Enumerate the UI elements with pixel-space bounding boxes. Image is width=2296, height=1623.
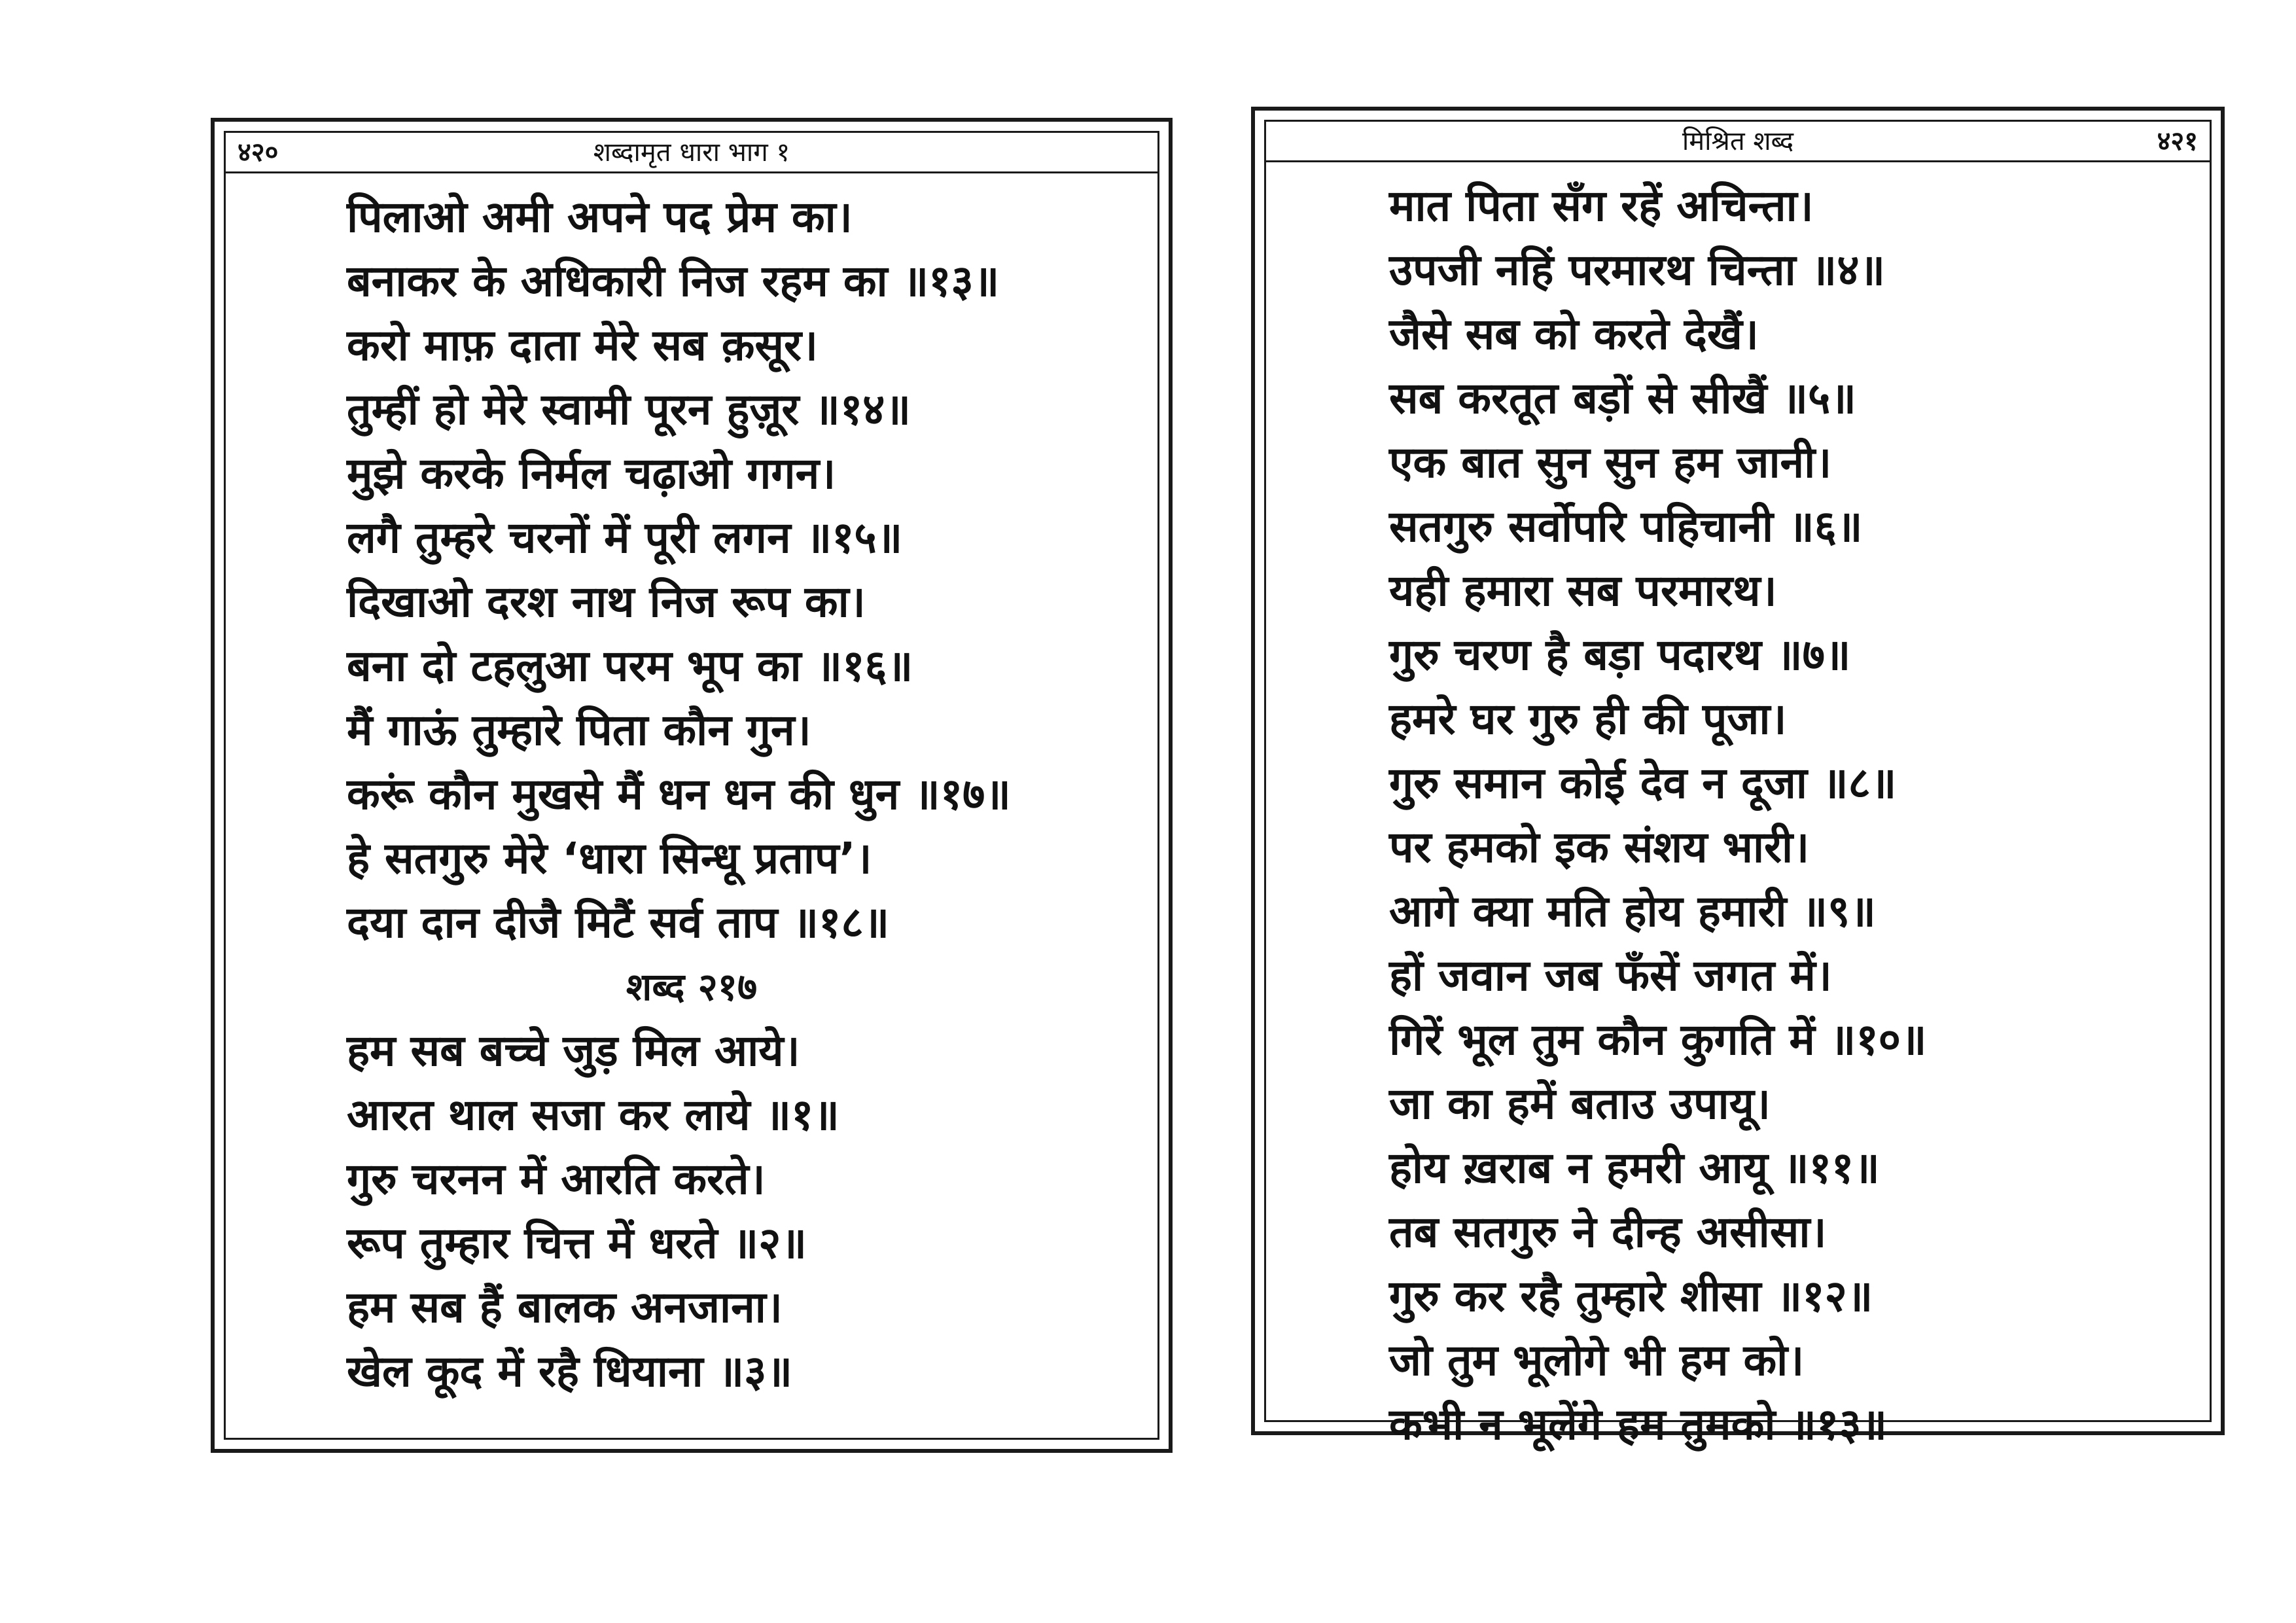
- verse-line: लगै तुम्हरे चरनों में पूरी लगन ॥१५॥: [347, 512, 903, 563]
- verse-line: आगे क्या मति होय हमारी ॥९॥: [1389, 886, 1876, 936]
- verse-line: कभी न भूलेंगे हम तुमको ॥१३॥: [1389, 1399, 1888, 1450]
- verse-line: दया दान दीजै मिटैं सर्व ताप ॥१८॥: [347, 897, 890, 948]
- verse-line: पर हमको इक संशय भारी।: [1389, 822, 1810, 872]
- right-page-frame: [1264, 120, 2212, 1450]
- verse-line: बना दो टहलुआ परम भूप का ॥१६॥: [347, 641, 913, 691]
- verse-line: करो माफ़ दाता मेरे सब क़सूर।: [347, 320, 819, 370]
- verse-line: तुम्हीं हो मेरे स्वामी पूरन हुज़ूर ॥१४॥: [347, 384, 911, 435]
- verse-line: पिलाओ अमी अपने पद प्रेम का।: [347, 192, 853, 242]
- verse-line: होय ख़राब न हमरी आयू ॥११॥: [1389, 1143, 1880, 1193]
- verse-line: हमरे घर गुरु ही की पूजा।: [1389, 694, 1787, 744]
- left-verses: [226, 185, 1157, 1438]
- verse-line: हे सतगुरु मेरे ‘धारा सिन्धू प्रताप’।: [347, 833, 872, 883]
- verse-line: हम सब हैं बालक अनजाना।: [347, 1282, 783, 1332]
- left-running-head: [226, 133, 1157, 173]
- verse-line: हों जवान जब फँसें जगत में।: [1389, 950, 1832, 1001]
- verse-line: गुरु कर रहै तुम्हारे शीसा ॥१२॥: [1389, 1271, 1873, 1321]
- verse-line: जा का हमें बताउ उपायू।: [1389, 1079, 1771, 1129]
- right-running-head: [1266, 122, 2210, 162]
- verse-line: उपजी नहिं परमारथ चिन्ता ॥४॥: [1389, 245, 1886, 295]
- verse-line: बनाकर के अधिकारी निज रहम का ॥१३॥: [347, 256, 1000, 306]
- right-verses: [1266, 174, 2210, 1450]
- verse-line: जैसे सब को करते देखैं।: [1389, 309, 1759, 359]
- verse-line: आरत थाल सजा कर लाये ॥१॥: [347, 1090, 839, 1140]
- verse-line: गिरें भूल तुम कौन कुगति में ॥१०॥: [1389, 1014, 1927, 1065]
- verse-line: रूप तुम्हार चित्त में धरते ॥२॥: [347, 1218, 807, 1268]
- verse-line: करूं कौन मुखसे मैं धन धन की धुन ॥१७॥: [347, 769, 1011, 819]
- verse-line: सतगुरु सर्वोपरि पहिचानी ॥६॥: [1389, 501, 1863, 552]
- right-page: [1251, 107, 2225, 1450]
- right-running-title: मिश्रित शब्द: [1682, 126, 1794, 156]
- verse-line: मैं गाऊं तुम्हारे पिता कौन गुन।: [347, 705, 811, 755]
- verse-line: हम सब बच्चे जुड़ मिल आये।: [347, 1026, 800, 1076]
- left-page-number: ४२०: [238, 137, 279, 168]
- verse-line: यही हमारा सब परमारथ।: [1389, 565, 1777, 616]
- verse-line: एक बात सुन सुन हम जानी।: [1389, 437, 1832, 488]
- verse-line: जो तुम भूलोगे भी हम को।: [1389, 1335, 1805, 1385]
- left-page: [211, 118, 1173, 1453]
- verse-line: गुरु समान कोई देव न दूजा ॥८॥: [1389, 758, 1897, 808]
- left-page-frame: [224, 131, 1159, 1440]
- verse-line: मात पिता सँग रहें अचिन्ता।: [1389, 181, 1814, 231]
- verse-line: दिखाओ दरश नाथ निज रूप का।: [347, 577, 866, 627]
- verse-line: तब सतगुरु ने दीन्ह असीसा।: [1389, 1207, 1827, 1257]
- verse-line: सब करतूत बड़ों से सीखैं ॥५॥: [1389, 373, 1856, 423]
- verse-line: मुझे करके निर्मल चढ़ाओ गगन।: [347, 448, 836, 499]
- section-heading: शब्द २१७: [626, 965, 758, 1009]
- verse-line: खेल कूद में रहै धियाना ॥३॥: [347, 1346, 793, 1397]
- right-page-number: ४२१: [2157, 126, 2198, 156]
- verse-line: गुरु चरण है बड़ा पदारथ ॥७॥: [1389, 630, 1851, 680]
- left-running-title: शब्दामृत धारा भाग १: [593, 137, 790, 168]
- verse-line: गुरु चरनन में आरति करते।: [347, 1154, 766, 1204]
